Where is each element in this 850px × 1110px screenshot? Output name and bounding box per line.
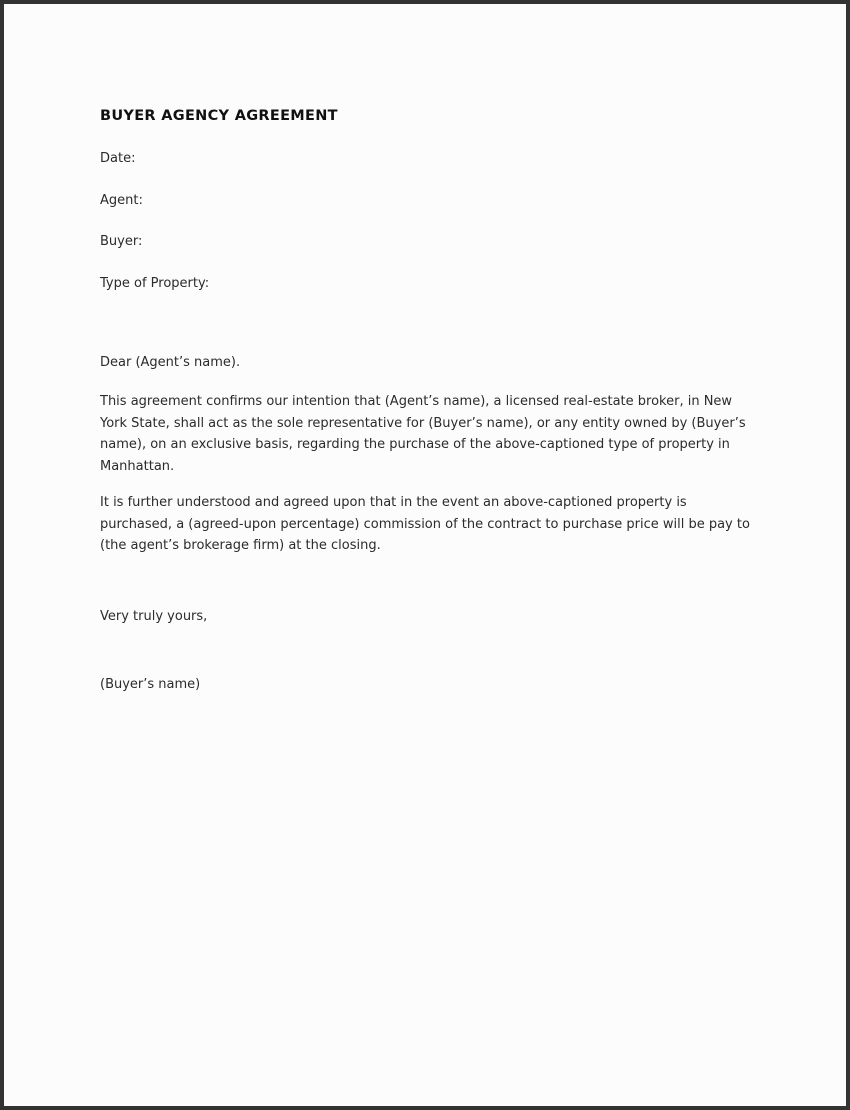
closing-line: Very truly yours, [100, 608, 208, 624]
page-title: BUYER AGENCY AGREEMENT [100, 108, 338, 124]
field-list [100, 150, 756, 292]
salutation: Dear (Agent’s name). [100, 354, 241, 370]
body-paragraph-2: It is further understood and agreed upon that in the event an above-captioned property is purchased, a (agreed-upon percentage) commission of the contract to purchase price will be pay to (the agent’s brokerage firm) at the closing. [100, 495, 750, 554]
document-content [100, 4, 756, 694]
body-paragraph-1: This agreement confirms our intention that (Agent’s name), a licensed real-estate broker, in New York State, shall act as the sole representative for (Buyer’s name), or any entity owned by (Buyer’s name), on an exclusive basis, regarding the purchase of the above-captioned type of property in Manhattan. [100, 394, 746, 474]
field-label-date: Date: [100, 151, 136, 167]
field-label-agent: Agent: [100, 192, 143, 208]
field-label-buyer: Buyer: [100, 234, 143, 250]
field-label-type-of-property: Type of Property: [100, 276, 210, 292]
signature-name: (Buyer’s name) [100, 677, 201, 693]
